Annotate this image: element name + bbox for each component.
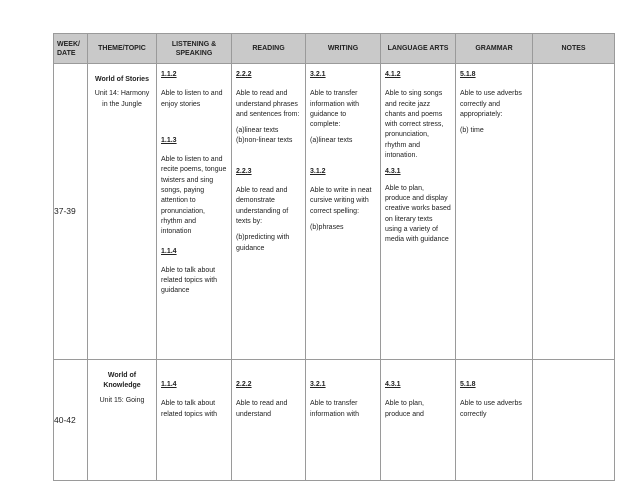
table-row xyxy=(54,64,615,360)
grammar-cell xyxy=(456,360,533,481)
skill-code: 4.3.1 xyxy=(385,381,401,388)
skill-text: Able to talk about related topics with guidance xyxy=(161,266,218,295)
skill-text: Able to read and demonstrate understanding of texts by: xyxy=(236,187,289,225)
skill-text: Able to write in neat cursive writing with correct spelling: xyxy=(310,187,372,215)
listening-cell xyxy=(157,64,232,360)
skill-code: 1.1.3 xyxy=(161,136,177,144)
skill-text: Able to use adverbs correctly and appropriately: xyxy=(460,90,522,118)
skill-subtext: (b)predicting with guidance xyxy=(236,234,290,252)
skill-code: 1.1.4 xyxy=(161,381,177,388)
reading-cell xyxy=(232,64,306,360)
header-row xyxy=(54,34,615,64)
theme-cell xyxy=(88,360,157,481)
week-cell: 40-42 xyxy=(54,360,88,481)
skill-text: Able to sing songs and recite jazz chants and poems with correct stress, pronunciation, rhythm and intonation. xyxy=(385,90,444,160)
skill-subtext: (a)linear texts (b)non-linear texts xyxy=(236,127,293,145)
theme-title: World of Knowledge xyxy=(103,372,141,390)
skill-text: Able to transfer information with xyxy=(310,400,360,418)
language-arts-cell xyxy=(381,360,456,481)
notes-cell xyxy=(533,64,615,360)
skill-code: 2.2.2 xyxy=(236,381,252,388)
skill-code: 3.2.1 xyxy=(310,71,326,78)
notes-cell xyxy=(533,360,615,481)
skill-text: Able to listen to and recite poems, tongue twisters and sing songs, paying attention to pronunciation, rhythm and intonation xyxy=(161,156,227,236)
header-writing: WRITING xyxy=(306,34,381,64)
header-notes: NOTES xyxy=(533,34,615,64)
listening-cell xyxy=(157,360,232,481)
writing-cell xyxy=(306,360,381,481)
theme-cell xyxy=(88,64,157,360)
skill-code: 2.2.3 xyxy=(236,167,252,175)
theme-unit: Unit 14: Harmony in the Jungle xyxy=(94,90,150,108)
header-listening: LISTENING & SPEAKING xyxy=(157,34,232,64)
skill-text: Able to listen to and enjoy stories xyxy=(161,90,223,108)
header-grammar: GRAMMAR xyxy=(456,34,533,64)
skill-code: 1.1.4 xyxy=(161,247,177,255)
skill-code: 5.1.8 xyxy=(460,381,476,388)
skill-code: 4.1.2 xyxy=(385,71,401,78)
skill-code: 2.2.2 xyxy=(236,71,252,78)
writing-cell xyxy=(306,64,381,360)
week-cell: 37-39 xyxy=(54,64,88,360)
grammar-cell xyxy=(456,64,533,360)
skill-text: Able to transfer information with guidance to complete: xyxy=(310,90,360,129)
header-language-arts: LANGUAGE ARTS xyxy=(381,34,456,64)
skill-subtext: (a)linear texts xyxy=(310,137,353,145)
header-theme: THEME/TOPIC xyxy=(88,34,157,64)
reading-cell xyxy=(232,360,306,481)
table-row xyxy=(54,360,615,481)
lesson-plan-table xyxy=(53,33,615,481)
skill-code: 3.1.2 xyxy=(310,167,326,175)
skill-code: 3.2.1 xyxy=(310,381,326,388)
skill-code: 5.1.8 xyxy=(460,71,476,78)
skill-text: Able to read and understand xyxy=(236,400,288,418)
skill-subtext: (b) time xyxy=(460,127,484,135)
theme-title: World of Stories xyxy=(95,76,149,83)
skill-text: Able to plan, produce and xyxy=(385,400,424,418)
skill-text: Able to talk about related topics with xyxy=(161,400,218,418)
skill-text: Able to plan, produce and display creative works based on literary texts using a variety of media with guidance xyxy=(385,184,451,244)
header-week: WEEK/ DATE xyxy=(54,34,88,64)
skill-text: Able to use adverbs correctly xyxy=(460,400,522,418)
theme-unit: Unit 15: Going xyxy=(99,396,145,404)
language-arts-cell xyxy=(381,64,456,360)
header-reading: READING xyxy=(232,34,306,64)
skill-subtext: (b)phrases xyxy=(310,223,344,231)
skill-code: 4.3.1 xyxy=(385,168,401,176)
skill-code: 1.1.2 xyxy=(161,71,177,78)
skill-text: Able to read and understand phrases and sentences from: xyxy=(236,90,300,118)
